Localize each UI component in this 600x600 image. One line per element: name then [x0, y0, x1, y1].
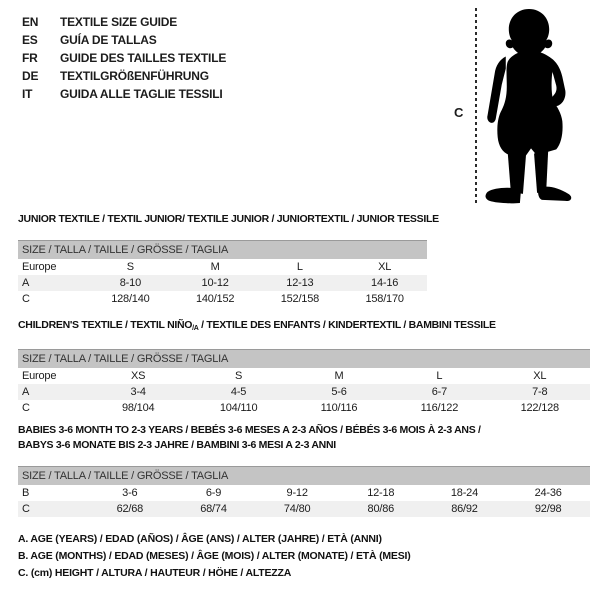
- section-title-subscript: /A: [192, 325, 199, 332]
- table-row: [18, 291, 427, 307]
- table-row: [18, 368, 590, 384]
- size-cell: 140/152: [195, 292, 235, 305]
- size-cell: 12-13: [258, 275, 343, 291]
- junior-size-table: [18, 240, 427, 307]
- table-row: [18, 485, 590, 501]
- size-cell: 80/86: [339, 501, 423, 517]
- row-label-cell: C: [22, 401, 30, 414]
- size-cell: 3-6: [122, 486, 138, 499]
- language-row: [22, 85, 226, 103]
- size-cell: L: [436, 369, 443, 382]
- legend-item: C. (cm) HEIGHT / ALTURA / HAUTEUR / HÖHE / ALTEZZA: [18, 567, 292, 579]
- size-cell: 68/74: [172, 501, 256, 517]
- language-title: TEXTILGRÖßENFÜHRUNG: [60, 69, 209, 83]
- size-cell: 9-12: [286, 486, 308, 499]
- size-cell: 158/170: [365, 292, 404, 305]
- table-row: [18, 400, 590, 416]
- size-cell: XL: [533, 369, 547, 382]
- size-cell: 152/158: [280, 292, 320, 305]
- size-cell: 3-4: [88, 384, 188, 400]
- size-cell: L: [296, 260, 303, 273]
- language-row: [22, 31, 226, 49]
- size-cell: 98/104: [121, 401, 155, 414]
- size-cell: 18-24: [450, 486, 479, 499]
- size-cell: 62/68: [88, 501, 172, 517]
- section-title-text: CHILDREN'S TEXTILE / TEXTIL NIÑO: [18, 319, 193, 331]
- size-cell: 12-18: [367, 486, 395, 499]
- table-row: [18, 259, 427, 275]
- measurement-legend: [18, 531, 411, 582]
- size-cell: M: [334, 369, 344, 382]
- language-row: [22, 67, 226, 85]
- language-title: GUIDE DES TAILLES TEXTILE: [60, 51, 227, 65]
- size-table-header: SIZE / TALLA / TAILLE / GRÖSSE / TAGLIA: [18, 241, 427, 259]
- babies-size-table: [18, 466, 590, 517]
- row-label-cell: A: [18, 384, 88, 400]
- section-junior-textile: [18, 212, 439, 307]
- language-code: EN: [22, 15, 39, 29]
- language-list: [22, 13, 226, 103]
- language-title: GUIDA ALLE TAGLIE TESSILI: [60, 87, 223, 101]
- legend-item: A. AGE (YEARS) / EDAD (AÑOS) / ÂGE (ANS) / ALTER (JAHRE) / ETÀ (ANNI): [18, 533, 382, 545]
- size-cell: XS: [131, 369, 146, 382]
- size-cell: S: [126, 260, 134, 273]
- table-row: [18, 275, 427, 291]
- section-children-textile: [18, 318, 590, 416]
- table-row: [18, 501, 590, 517]
- row-label-cell: A: [18, 275, 88, 291]
- size-cell: 74/80: [255, 501, 339, 517]
- height-measure-figure: [452, 6, 592, 212]
- height-dashed-line: [475, 8, 477, 206]
- legend-item: B. AGE (MONTHS) / EDAD (MESES) / ÂGE (MOIS) / ALTER (MONATE) / ETÀ (MESI): [18, 550, 411, 562]
- row-label-cell: B: [22, 486, 30, 499]
- size-cell: 10-12: [173, 275, 258, 291]
- size-cell: 24-36: [534, 486, 562, 499]
- size-cell: 122/128: [520, 401, 559, 414]
- size-table-header: SIZE / TALLA / TAILLE / GRÖSSE / TAGLIA: [18, 350, 590, 368]
- size-cell: XL: [378, 260, 392, 273]
- section-title-line: BABIES 3-6 MONTH TO 2-3 YEARS / BEBÉS 3-6 MESES A 2-3 AÑOS / BÉBÉS 3-6 MOIS À 2-3 ANS /: [18, 424, 481, 436]
- language-title: TEXTILE SIZE GUIDE: [60, 15, 178, 29]
- size-cell: 128/140: [111, 292, 150, 305]
- size-cell: 4-5: [188, 384, 288, 400]
- height-label-c: C: [454, 105, 464, 120]
- section-title-line: BABYS 3-6 MONATE BIS 2-3 JAHRE / BAMBINI 3-6 MESI A 2-3 ANNI: [18, 439, 336, 451]
- children-size-table: [18, 349, 590, 416]
- section-title-text: / TEXTILE DES ENFANTS / KINDERTEXTIL / BAMBINI TESSILE: [198, 319, 496, 331]
- row-label-cell: C: [22, 292, 30, 305]
- size-cell: 92/98: [506, 501, 590, 517]
- language-code: IT: [22, 87, 33, 101]
- section-title: [18, 423, 590, 453]
- size-cell: 6-7: [389, 384, 489, 400]
- language-row: [22, 13, 226, 31]
- row-label-cell: Europe: [22, 369, 57, 382]
- section-title: [18, 318, 590, 336]
- size-table-header: SIZE / TALLA / TAILLE / GRÖSSE / TAGLIA: [18, 467, 590, 485]
- language-row: [22, 49, 226, 67]
- size-cell: 104/110: [219, 401, 258, 414]
- size-cell: 5-6: [289, 384, 389, 400]
- language-code: ES: [22, 33, 38, 47]
- size-cell: 7-8: [490, 384, 590, 400]
- size-cell: 8-10: [88, 275, 173, 291]
- language-code: DE: [22, 69, 39, 83]
- size-cell: 6-9: [205, 486, 222, 499]
- size-cell: 86/92: [423, 501, 507, 517]
- row-label-cell: Europe: [22, 260, 57, 273]
- language-title: GUÍA DE TALLAS: [60, 33, 157, 47]
- size-cell: 110/116: [320, 401, 358, 414]
- baby-silhouette-icon: [483, 6, 575, 208]
- language-code: FR: [22, 51, 38, 65]
- size-cell: 14-16: [342, 275, 427, 291]
- section-title: JUNIOR TEXTILE / TEXTIL JUNIOR/ TEXTILE JUNIOR / JUNIORTEXTIL / JUNIOR TESSILE: [18, 213, 439, 225]
- size-cell: S: [235, 369, 243, 382]
- row-label-cell: C: [18, 501, 88, 517]
- section-babies-textile: [18, 423, 590, 517]
- size-cell: M: [210, 260, 220, 273]
- table-row: [18, 384, 590, 400]
- size-cell: 116/122: [420, 401, 459, 414]
